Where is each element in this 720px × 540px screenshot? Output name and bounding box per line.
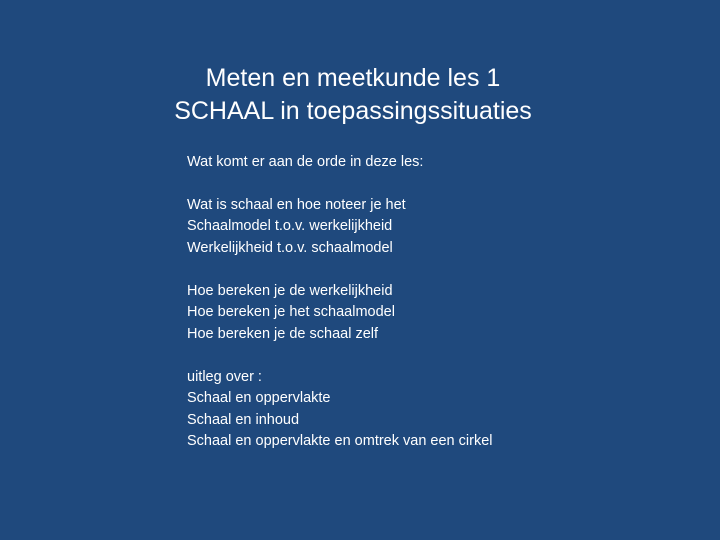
slide-body (187, 152, 687, 453)
list-item: uitleg over : (187, 368, 262, 385)
list-item: Schaalmodel t.o.v. werkelijkheid (187, 218, 393, 234)
list-item: Hoe bereken je de werkelijkheid (187, 282, 393, 299)
slide-title (0, 62, 706, 128)
title-line-2: SCHAAL in toepassingssituaties (174, 97, 532, 125)
topic-group-3 (187, 367, 687, 453)
list-item: Schaal en inhoud (187, 411, 300, 428)
list-item: Hoe bereken je de schaal zelf (187, 325, 379, 342)
list-item: Werkelijkheid t.o.v. schaalmodel (187, 239, 393, 256)
intro-text: Wat komt er aan de orde in deze les: (187, 154, 424, 170)
title-line-1: Meten en meetkunde les 1 (205, 64, 501, 92)
list-item: Schaal en oppervlakte en omtrek van een cirkel (187, 433, 493, 449)
list-item: Schaal en oppervlakte (187, 390, 331, 406)
topic-group-2 (187, 281, 687, 346)
list-item: Hoe bereken je het schaalmodel (187, 304, 395, 320)
topic-group-1 (187, 195, 687, 260)
list-item: Wat is schaal en hoe noteer je het (187, 196, 406, 213)
